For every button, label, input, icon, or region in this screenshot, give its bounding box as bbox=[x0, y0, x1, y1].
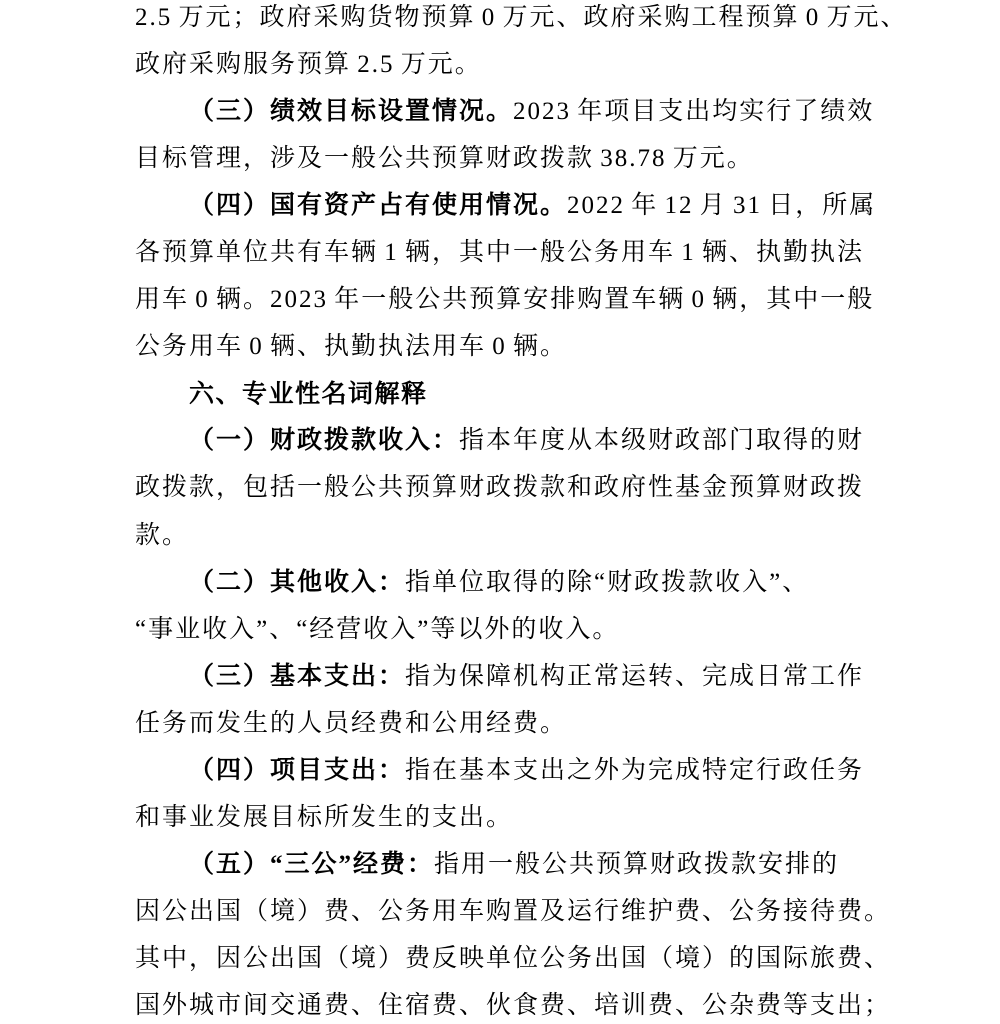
section-heading: 六、专业性名词解释 bbox=[189, 380, 428, 409]
paragraph-project-expenditure bbox=[135, 754, 1000, 835]
text-line bbox=[135, 754, 1000, 788]
paragraph-text: 指单位取得的除“财政拨款收入”、 bbox=[405, 568, 810, 596]
text-line: 政府采购服务预算 2.5 万元。 bbox=[135, 51, 482, 79]
text-line: 2.5 万元；政府采购货物预算 0 万元、政府采购工程预算 0 万元、 bbox=[135, 4, 908, 31]
paragraph-lead: （一）财政拨款收入： bbox=[189, 427, 460, 455]
paragraph-three-public-expenses bbox=[135, 848, 1000, 1023]
paragraph-performance-targets bbox=[135, 95, 1000, 176]
paragraph-basic-expenditure bbox=[135, 660, 1000, 741]
text-line: 政拨款，包括一般公共预算财政拨款和政府性基金预算财政拨 bbox=[135, 474, 865, 502]
text-line bbox=[135, 189, 1000, 223]
text-line bbox=[135, 848, 1000, 882]
paragraph-state-assets bbox=[135, 189, 1000, 364]
paragraph-lead: （二）其他收入： bbox=[189, 568, 406, 596]
paragraph-lead: （四）项目支出： bbox=[189, 756, 406, 784]
paragraph-lead: （三）基本支出： bbox=[189, 662, 406, 690]
text-line: 和事业发展目标所发生的支出。 bbox=[135, 803, 514, 831]
text-line bbox=[135, 424, 1000, 458]
text-line: 其中，因公出国（境）费反映单位公务出国（境）的国际旅费、 bbox=[135, 944, 892, 972]
paragraph-text: 2022 年 12 月 31 日，所属 bbox=[567, 192, 877, 220]
text-line bbox=[135, 566, 1000, 600]
text-line bbox=[135, 95, 1000, 129]
paragraph-lead: （三）绩效目标设置情况。 bbox=[189, 98, 514, 126]
text-line: 款。 bbox=[135, 521, 190, 549]
text-line bbox=[135, 660, 1000, 694]
paragraph-text: 指为保障机构正常运转、完成日常工作 bbox=[405, 662, 865, 690]
text-line: 国外城市间交通费、住宿费、伙食费、培训费、公杂费等支出； bbox=[135, 991, 892, 1019]
text-line: 目标管理，涉及一般公共预算财政拨款 38.78 万元。 bbox=[135, 145, 754, 173]
text-line: 公务用车 0 辆、执勤执法用车 0 辆。 bbox=[135, 333, 568, 361]
text-line: “事业收入”、“经营收入”等以外的收入。 bbox=[135, 615, 620, 643]
paragraph-procurement-budget-continued bbox=[135, 1, 1000, 82]
text-line: 用车 0 辆。2023 年一般公共预算安排购置车辆 0 辆，其中一般 bbox=[135, 286, 875, 314]
paragraph-other-income bbox=[135, 566, 1000, 647]
paragraph-text: 指用一般公共预算财政拨款安排的 bbox=[434, 850, 840, 878]
paragraph-lead: （五）“三公”经费： bbox=[189, 850, 435, 878]
text-line: 因公出国（境）费、公务用车购置及运行维护费、公务接待费。 bbox=[135, 897, 892, 925]
paragraph-text: 指在基本支出之外为完成特定行政任务 bbox=[405, 756, 865, 784]
paragraph-lead: （四）国有资产占有使用情况。 bbox=[189, 192, 568, 220]
paragraph-fiscal-appropriation-income bbox=[135, 424, 1000, 552]
text-line: 任务而发生的人员经费和公用经费。 bbox=[135, 709, 568, 737]
paragraph-text: 2023 年项目支出均实行了绩效 bbox=[513, 98, 875, 126]
text-line: 各预算单位共有车辆 1 辆，其中一般公务用车 1 辆、执勤执法 bbox=[135, 239, 865, 267]
paragraph-text: 指本年度从本级财政部门取得的财 bbox=[459, 427, 865, 455]
